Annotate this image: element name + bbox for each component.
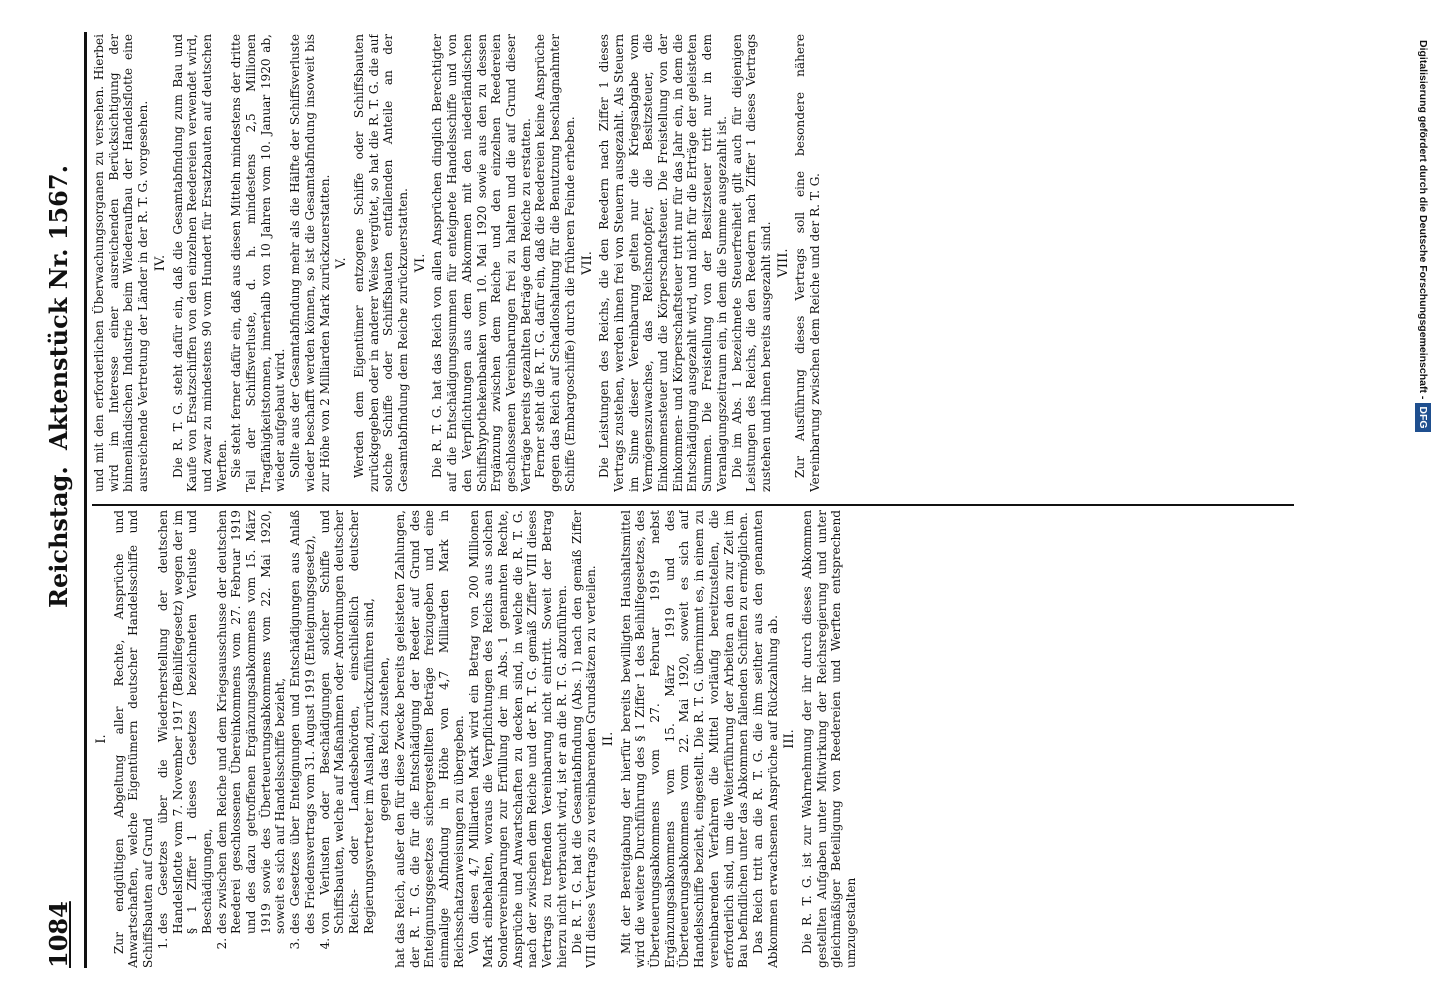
section-1-list — [156, 510, 377, 968]
paragraph: Sollte aus der Gesamtabfindung mehr als die Hälfte der Schiffsverluste wieder beschafft werden können, so ist die Gesamtabfindung insoweit bis zur Höhe von 2 Milliarden Mark zurückzuerstatten. — [288, 34, 332, 492]
paragraph: Die R. T. G. hat die Gesamtabfindung (Abs. 1) nach den gemäß Ziffer VIII dieses Vertrags zu vereinbarenden Grundsätzen zu verteilen. — [569, 510, 599, 968]
document-reference: Aktenstück Nr. 1567. — [44, 165, 73, 450]
paragraph: Ferner steht die R. T. G. dafür ein, daß die Reedereien keine Ansprüche gegen das Reich auf Schadloshaltung für die Benutzung beschlagnahmter Schiffe (Embargoschiffe) durch die früheren Feinde erheben. — [533, 34, 577, 492]
left-column — [92, 510, 1294, 968]
paragraph: hat das Reich, außer den für diese Zwecke bereits geleisteten Zahlungen, der R. T. G. die für die Entschädigung der Reeder auf Grund des Enteignungsgesetzes sichergestellten Beträge freizugeben und eine einmalige Abfindung in Höhe von 4,7 Milliarden Mark in Reichsschatzanweisungen zu übergeben. — [393, 510, 466, 968]
section-heading-5: V. — [334, 257, 350, 269]
paragraph: Das Reich tritt an die R. T. G. die ihm seither aus den genannten Abkommen erwachsenen Ansprüche auf Rückzahlung ab. — [750, 510, 780, 968]
list-item: 3. des Gesetzes über Enteignungen und Entschädigungen aus Anlaß des Friedensvertrags vom 31. August 1919 (Enteignungsgesetz), — [288, 510, 317, 934]
paragraph: Zur Ausführung dieses Vertrags soll eine besondere nähere Vereinbarung zwischen dem Reiche und der R. T. G. — [793, 34, 823, 492]
digitization-note — [1415, 40, 1431, 998]
section-heading-6: VI. — [412, 253, 428, 273]
paragraph: Die R. T. G. steht dafür ein, daß die Gesamtabfindung zum Bau und Kaufe von Ersatzschiffen von den einzelnen Reedereien verwendet wird, und zwar zu mindestens 90 vom Hundert für Ersatzbauten auf deutschen Werften. — [170, 34, 229, 492]
section-heading-1: I. — [94, 734, 109, 744]
digitization-note-text-wrap — [1415, 40, 1431, 998]
column-divider — [92, 504, 1294, 506]
paragraph: Die Leistungen des Reichs, die den Reedern nach Ziffer 1 dieses Vertrags zustehen, werden ihnen frei von Steuern ausgezahlt. Als Steuern im Sinne dieser Vereinbarung gelten nur die Kriegsabgabe vom Vermögenszuwachse, das Reichsnotopfer, die Besitzsteuer, die Einkommensteuer und die Körperschaftsteuer. Die Freistellung von der Einkommen- und Körperschaftsteuer tritt nur für das Jahr ein, in dem die Entschädigung ausgezahlt wird, und nicht für die Erträge der geleisteten Summen. Die Freistellung von der Besitzsteuer tritt nur in dem Veranlagungszeitraum ein, in dem die Summe ausgezahlt ist. — [597, 34, 729, 492]
dfg-logo: DFG — [1415, 403, 1431, 431]
section-heading-4: IV. — [152, 254, 168, 272]
list-item: 4. von Verlusten oder Beschädigungen solcher Schiffe und Schiffsbauten, welche auf Maßnahmen oder Anordnungen deutscher Reichs- oder Landesbehörden, einschließlich deutscher Regierungsvertreter im Ausland, zurückzuführen sind, — [318, 510, 377, 934]
organization-title: Reichstag. — [44, 466, 73, 608]
section-heading-7: VII. — [579, 251, 595, 275]
paragraph: Die R. T. G. hat das Reich von allen Ansprüchen dinglich Berechtigter auf die Entschädigungssummen für enteignete Handelsschiffe und von den Verpflichtungen aus dem Abkommen mit den niederländischen Schiffshypothekenbanken vom 10. Mai 1920 sowie aus den zu dessen Ergänzung zwischen dem Reiche und den einzelnen Reedereien geschlossenen Vereinbarungen frei zu halten und die auf Grund dieser Verträge bereits gezahlten Beträge dem Reiche zu erstatten. — [430, 34, 533, 492]
page-number: 1084 — [44, 901, 73, 968]
section-heading-2: II. — [600, 731, 616, 747]
paragraph: Mit der Bereitgabung der hierfür bereits bewilligten Haushaltsmittel wird die weitere Durchführung des § 1 Ziffer 1 des Beihilfegesetzes, des Überteuerungsabkommens vom 27. Februar 1919 nebst Ergänzungsabkommens vom 15. März 1919 und des Überteuerungsabkommens vom 22. Mai 1920, soweit es sich auf Handelsschiffe bezieht, eingestellt. Die R. T. G. übernimmt es, in einem zu vereinbarenden Verfahren die Mittel vorläufig bereitzustellen, die erforderlich sind, um die Weiterführung der Arbeiten an den zur Zeit im Bau befindlichen unter das Abkommen fallenden Schiffen zu ermöglichen. — [618, 510, 751, 968]
section-1-against: gegen das Reich zustehen, — [377, 657, 392, 821]
paragraph: Werden dem Eigentümer entzogene Schiffe oder Schiffsbauten zurückgegeben oder in anderer Weise vergütet, so hat die R. T. G. die auf solche Schiffe oder Schiffsbauten entfallenden Anteile an der Gesamtabfindung dem Reiche zurückzuerstatten. — [351, 34, 411, 492]
section-1-intro: Zur endgültigen Abgeltung aller Rechte, Ansprüche und Anwartschaften, welche Eigentümern deutscher Handelsschiffe und Schiffsbauten auf Grund — [111, 510, 156, 968]
page-header — [40, 32, 80, 968]
paragraph: Von diesen 4,7 Milliarden Mark wird ein Betrag von 200 Millionen Mark einbehalten, woraus die Verpflichtungen des Reichs aus solchen Sondervereinbarungen zur Erfüllung der im Abs. 1 genannten Rechte, Ansprüche und Anwartschaften zu decken sind, in welche die R. T. G. nach der zwischen dem Reiche und der R. T. G. gemäß Ziffer VIII dieses Vertrags zu treffenden Vereinbarung nicht eintritt. Soweit der Betrag hierzu nicht verbraucht wird, ist er an die R. T. G. abzuführen. — [466, 510, 569, 968]
paragraph: Die im Abs. 1 bezeichnete Steuerfreiheit gilt auch für diejenigen Leistungen des Reichs, die den Reedern nach Ziffer 1 dieses Vertrags zustehen und ihnen bereits ausgezahlt sind. — [729, 34, 773, 492]
header-rule — [84, 32, 87, 968]
paragraph: und mit den erforderlichen Überwachungsorganen zu versehen. Hierbei wird im Interesse einer ausreichenden Berücksichtigung der binnenländischen Industrie beim Wiederaufbau der Handelsflotte eine ausreichende Vertretung der Länder in der R. T. G. vorgesehen. — [92, 34, 151, 492]
digitization-note-text: Digitalisierung gefördert durch die Deutsche Forschungsgemeinschaft - — [1417, 40, 1429, 400]
right-column — [92, 34, 1294, 492]
paragraph: Sie steht ferner dafür ein, daß aus diesen Mitteln mindestens der dritte Teil der Schiffsverluste, d. h. mindestens 2,5 Millionen Tragfähigkeitstonnen, innerhalb von 10 Jahren vom 10. Januar 1920 ab, wieder aufgebaut wird. — [229, 34, 288, 492]
section-heading-8: VIII. — [775, 248, 791, 278]
list-item: 2. des zwischen dem Reiche und dem Kriegsausschusse der deutschen Reederei geschlossenen Übereinkommens vom 27. Februar 1919 und des dazu getroffenen Ergänzungsabkommens vom 15. März 1919 sowie des Überteuerungsabkommens vom 22. Mai 1920, soweit es sich auf Handelsschiffe bezieht, — [215, 510, 289, 934]
section-heading-3: III. — [782, 729, 798, 749]
paragraph: Die R. T. G. ist zur Wahrnehmung der ihr durch dieses Abkommen gestellten Aufgaben unter Mitwirkung der Reichsregierung und unter gleichmäßiger Beteiligung von Reedereien und Werften entsprechend umzugestalten — [800, 510, 859, 968]
list-item: 1. des Gesetzes über die Wiederherstellung der deutschen Handelsflotte vom 7. November 1917 (Beihilfegesetz) wegen der im § 1 Ziffer 1 dieses Gesetzes bezeichneten Verluste und Beschädigungen, — [156, 510, 215, 934]
